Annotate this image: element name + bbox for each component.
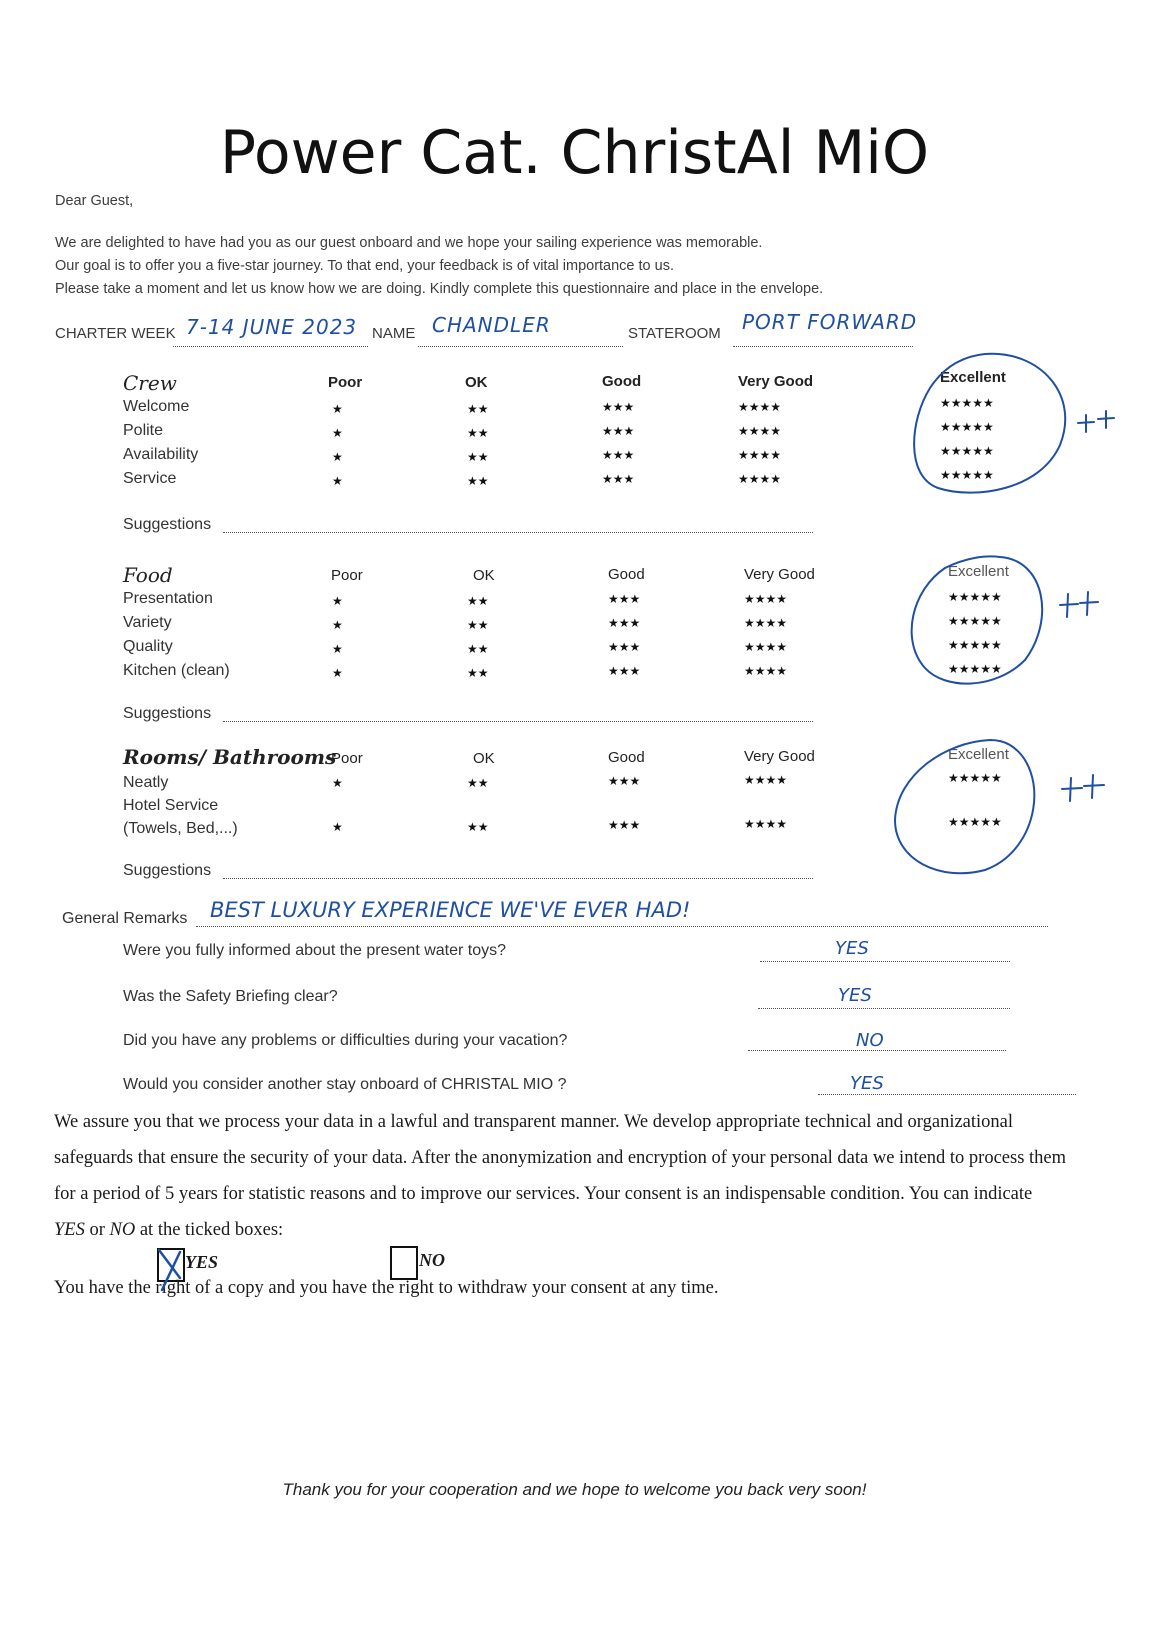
rating-very-good[interactable]: ★★★★ [744, 773, 788, 787]
rating-excellent[interactable]: ★★★★★ [940, 444, 994, 458]
col-ok: OK [473, 750, 495, 767]
col-poor: Poor [328, 374, 363, 391]
excellent-circle [895, 740, 1034, 873]
question-water-toys: Were you fully informed about the present water toys? [123, 942, 507, 959]
rating-good[interactable]: ★★★ [602, 424, 635, 438]
col-poor: Poor [331, 567, 363, 584]
consent-yes-label: YES [185, 1252, 219, 1272]
plus-plus-mark [1078, 411, 1114, 432]
rights-text: You have the right of a copy and you have the right to withdraw your consent at any time. [54, 1278, 719, 1298]
item-towels-bed: (Towels, Bed,...) [123, 820, 238, 837]
rating-good[interactable]: ★★★ [608, 640, 641, 654]
charter-week-value[interactable]: 7-14 JUNE 2023 [186, 315, 358, 339]
rating-poor[interactable]: ★ [332, 474, 343, 488]
rating-ok[interactable]: ★★ [467, 618, 489, 632]
rating-ok[interactable]: ★★ [467, 776, 489, 790]
rating-poor[interactable]: ★ [332, 776, 343, 790]
col-very-good: Very Good [738, 373, 814, 390]
stateroom-label: STATEROOM [628, 325, 721, 342]
col-ok: OK [473, 567, 495, 584]
question-problems: Did you have any problems or difficulties during your vacation? [123, 1032, 568, 1049]
col-excellent: Excellent [948, 746, 1009, 763]
item-welcome: Welcome [123, 398, 190, 415]
rating-ok[interactable]: ★★ [467, 594, 489, 608]
plus-plus-mark [1062, 775, 1104, 801]
rating-good[interactable]: ★★★ [608, 664, 641, 678]
rating-good[interactable]: ★★★ [602, 472, 635, 486]
item-polite: Polite [123, 422, 164, 439]
checkbox-x-mark [159, 1250, 180, 1290]
rating-ok[interactable]: ★★ [467, 642, 489, 656]
rating-poor[interactable]: ★ [332, 618, 343, 632]
rating-very-good[interactable]: ★★★★ [738, 400, 782, 414]
rating-poor[interactable]: ★ [332, 594, 343, 608]
consent-prompt-rest: at the ticked boxes: [135, 1220, 284, 1240]
consent-line-3: for a period of 5 years for statistic reasons and to improve our services. Your consent is an indispensable condition. You can indicate [54, 1184, 1033, 1204]
answer-safety-briefing[interactable]: YES [838, 985, 872, 1006]
rating-very-good[interactable]: ★★★★ [744, 640, 788, 654]
rating-excellent[interactable]: ★★★★★ [940, 468, 994, 482]
rating-good[interactable]: ★★★ [608, 616, 641, 630]
name-value[interactable]: CHANDLER [432, 313, 551, 337]
item-neatly: Neatly [123, 774, 169, 791]
consent-no-label: NO [419, 1250, 445, 1270]
item-service: Service [123, 470, 177, 487]
rating-excellent[interactable]: ★★★★★ [940, 396, 994, 410]
section-title-crew: Crew [123, 371, 177, 395]
general-remarks-value[interactable]: BEST LUXURY EXPERIENCE WE'VE EVER HAD! [210, 898, 691, 922]
rating-poor[interactable]: ★ [332, 402, 343, 416]
rating-good[interactable]: ★★★ [608, 774, 641, 788]
intro-line-2: Our goal is to offer you a five-star journey. To that end, your feedback is of vital importance to us. [55, 258, 674, 274]
section-title-rooms: Rooms/ Bathrooms [123, 745, 337, 769]
col-good: Good [608, 566, 645, 583]
answer-problems[interactable]: NO [856, 1030, 884, 1051]
col-very-good: Very Good [744, 748, 815, 765]
section-title-food: Food [123, 563, 173, 587]
rating-ok[interactable]: ★★ [467, 426, 489, 440]
general-remarks-label: General Remarks [62, 910, 188, 927]
col-excellent: Excellent [948, 563, 1009, 580]
suggestions-label: Suggestions [123, 862, 212, 879]
item-kitchen: Kitchen (clean) [123, 662, 230, 679]
item-hotel-service: Hotel Service [123, 797, 219, 814]
greeting: Dear Guest, [55, 193, 134, 209]
consent-yes-word: YES [54, 1220, 85, 1240]
intro-line-3: Please take a moment and let us know how we are doing. Kindly complete this questionnaire and place in the envelope. [55, 281, 824, 297]
rating-ok[interactable]: ★★ [467, 402, 489, 416]
rating-excellent[interactable]: ★★★★★ [948, 638, 1002, 652]
rating-ok[interactable]: ★★ [467, 450, 489, 464]
rating-excellent[interactable]: ★★★★★ [948, 590, 1002, 604]
item-variety: Variety [123, 614, 172, 631]
stateroom-value[interactable]: PORT FORWARD [742, 310, 918, 334]
rating-ok[interactable]: ★★ [467, 474, 489, 488]
rating-poor[interactable]: ★ [332, 642, 343, 656]
rating-excellent[interactable]: ★★★★★ [948, 815, 1002, 829]
rating-very-good[interactable]: ★★★★ [738, 472, 782, 486]
rating-excellent[interactable]: ★★★★★ [940, 420, 994, 434]
item-presentation: Presentation [123, 590, 213, 607]
rating-very-good[interactable]: ★★★★ [744, 592, 788, 606]
rating-good[interactable]: ★★★ [608, 592, 641, 606]
suggestions-label: Suggestions [123, 516, 212, 533]
item-availability: Availability [123, 446, 199, 463]
rating-ok[interactable]: ★★ [467, 666, 489, 680]
col-very-good: Very Good [744, 566, 815, 583]
rating-good[interactable]: ★★★ [602, 400, 635, 414]
item-quality: Quality [123, 638, 173, 655]
consent-line-1: We assure you that we process your data in a lawful and transparent manner. We develop appropriate technical and organizational [54, 1112, 1014, 1132]
rating-excellent[interactable]: ★★★★★ [948, 771, 1002, 785]
col-poor: Poor [331, 750, 363, 767]
rating-poor[interactable]: ★ [332, 426, 343, 440]
consent-or-word: or [84, 1220, 110, 1240]
question-another-stay: Would you consider another stay onboard of CHRISTAL MIO ? [123, 1076, 567, 1093]
thanks-message: Thank you for your cooperation and we hope to welcome you back very soon! [282, 1480, 867, 1499]
rating-ok[interactable]: ★★ [467, 820, 489, 834]
rating-poor[interactable]: ★ [332, 820, 343, 834]
excellent-circle [914, 354, 1065, 493]
rating-excellent[interactable]: ★★★★★ [948, 614, 1002, 628]
question-safety-briefing: Was the Safety Briefing clear? [123, 988, 338, 1005]
plus-plus-mark [1060, 592, 1098, 617]
suggestions-label: Suggestions [123, 705, 212, 722]
rating-poor[interactable]: ★ [332, 450, 343, 464]
rating-excellent[interactable]: ★★★★★ [948, 662, 1002, 676]
rating-good[interactable]: ★★★ [608, 818, 641, 832]
page-title: Power Cat. ChristAl MiO [219, 118, 930, 188]
col-excellent: Excellent [940, 369, 1006, 386]
rating-very-good[interactable]: ★★★★ [744, 817, 788, 831]
col-good: Good [608, 749, 645, 766]
rating-very-good[interactable]: ★★★★ [738, 448, 782, 462]
col-good: Good [602, 373, 642, 390]
excellent-circle [912, 556, 1043, 683]
rating-poor[interactable]: ★ [332, 666, 343, 680]
answer-another-stay[interactable]: YES [850, 1073, 884, 1094]
consent-line-2: safeguards that ensure the security of your data. After the anonymization and encryption of your personal data we intend to process them [54, 1148, 1067, 1168]
charter-week-label: CHARTER WEEK [55, 325, 176, 342]
consent-no-word: NO [109, 1220, 136, 1240]
name-label: NAME [372, 325, 416, 342]
col-ok: OK [465, 374, 488, 391]
rating-very-good[interactable]: ★★★★ [744, 664, 788, 678]
intro-line-1: We are delighted to have had you as our guest onboard and we hope your sailing experience was memorable. [55, 235, 763, 251]
answer-water-toys[interactable]: YES [835, 938, 869, 959]
rating-very-good[interactable]: ★★★★ [744, 616, 788, 630]
rating-good[interactable]: ★★★ [602, 448, 635, 462]
rating-very-good[interactable]: ★★★★ [738, 424, 782, 438]
